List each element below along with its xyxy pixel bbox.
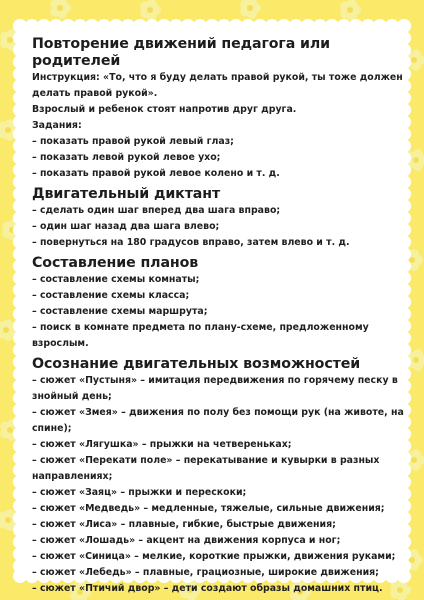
list-item: – показать правой рукой левый глаз; bbox=[32, 136, 234, 147]
list-item: – сюжет «Медведь» – медленные, тяжелые, сильные движения; bbox=[32, 503, 385, 514]
list-item: – сюжет «Птичий двор» – дети создают образы домашних птиц. bbox=[32, 583, 383, 594]
list-item: – сюжет «Синица» – мелкие, короткие прыжки, движения руками; bbox=[32, 551, 396, 562]
list-item: – показать правой рукой левое колено и т. д. bbox=[32, 168, 280, 179]
list-item: – сюжет «Пустыня» – имитация передвижения по горячему песку в знойный день; bbox=[32, 375, 398, 402]
list-item: Взрослый и ребенок стоят напротив друг друга. bbox=[32, 104, 297, 115]
list-item: Задания: bbox=[32, 120, 82, 131]
section-motor-abilities bbox=[32, 356, 404, 597]
section-motor-dictation bbox=[32, 186, 394, 251]
section-plans bbox=[32, 255, 394, 352]
list-item: – сюжет «Лошадь» – акцент на движения корпуса и ног; bbox=[32, 535, 341, 546]
list-item: – сделать один шаг вперед два шага вправо; bbox=[32, 205, 281, 216]
list-item: – сюжет «Лягушка» – прыжки на четвереньках; bbox=[32, 439, 292, 450]
list-item: – составление схемы класса; bbox=[32, 290, 190, 301]
section-title: Повторение движений педагога или родителей bbox=[32, 36, 331, 69]
list-item: – сюжет «Змея» – движения по полу без помощи рук (на животе, на спине); bbox=[32, 407, 404, 434]
section-title: Двигательный диктант bbox=[32, 186, 221, 202]
list-item: – сюжет «Лиса» – плавные, гибкие, быстрые движения; bbox=[32, 519, 336, 530]
list-item: – сюжет «Заяц» – прыжки и перескоки; bbox=[32, 487, 247, 498]
list-item: – показать левой рукой левое ухо; bbox=[32, 152, 221, 163]
list-item: – повернуться на 180 градусов вправо, затем влево и т. д. bbox=[32, 237, 350, 248]
list-item: – составление схемы комнаты; bbox=[32, 274, 200, 285]
section-title: Осознание двигательных возможностей bbox=[32, 356, 361, 372]
list-item: – поиск в комнате предмета по плану-схеме, предложенному взрослым. bbox=[32, 322, 369, 349]
list-item: – сюжет «Лебедь» – плавные, грациозные, широкие движения; bbox=[32, 567, 379, 578]
section-title: Составление планов bbox=[32, 255, 199, 271]
list-item: – сюжет «Перекати поле» – перекатывание и кувырки в разных направлениях; bbox=[32, 455, 380, 482]
list-item: – один шаг назад два шага влево; bbox=[32, 221, 220, 232]
instruction-line: Инструкция: «То, что я буду делать правой рукой, ты тоже должен делать правой рукой». bbox=[32, 72, 403, 99]
list-item: – составление схемы маршрута; bbox=[32, 306, 208, 317]
section-mirror-movements bbox=[32, 36, 403, 182]
content-card bbox=[20, 26, 404, 594]
